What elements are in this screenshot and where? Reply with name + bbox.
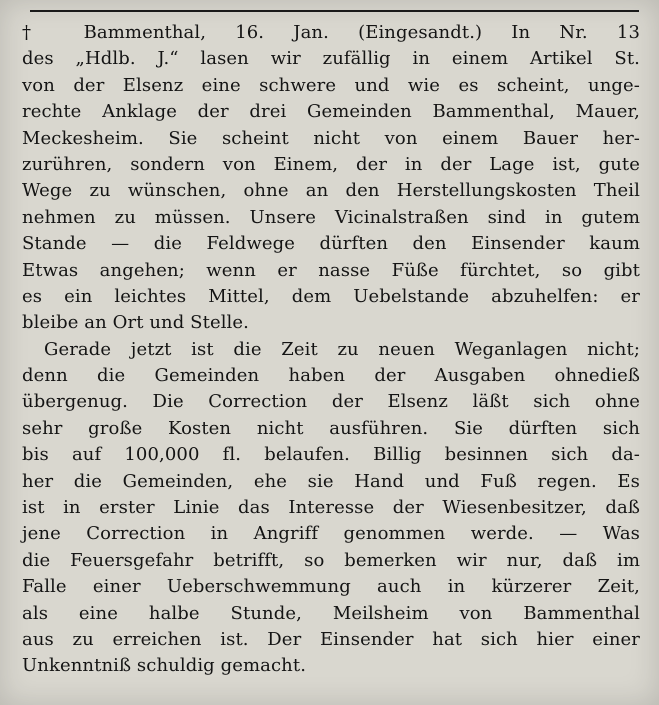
text-line: übergenug. Die Correction der Elsenz läßt sich ohne	[22, 391, 640, 413]
text-line: sehr große Kosten nicht ausführen. Sie dürften sich	[22, 417, 640, 439]
text-line: † Bammenthal, 16. Jan. (Eingesandt.) In Nr. 13	[22, 22, 640, 43]
text-line: rechte Anklage der drei Gemeinden Bammenthal, Mauer,	[22, 101, 640, 123]
text-line: her die Gemeinden, ehe sie Hand und Fuß regen. Es	[22, 470, 640, 492]
text-line: nehmen zu müssen. Unsere Vicinalstraßen sind in gutem	[22, 206, 640, 228]
text-line: Meckesheim. Sie scheint nicht von einem Bauer her-	[22, 127, 640, 149]
text-line: jene Correction in Angriff genommen werde. — Was	[22, 523, 640, 545]
text-line: zurühren, sondern von Einem, der in der Lage ist, gute	[22, 153, 640, 175]
text-line: es ein leichtes Mittel, dem Uebelstande abzuhelfen: er	[22, 285, 640, 307]
text-line: Falle einer Ueberschwemmung auch in kürzerer Zeit,	[22, 576, 640, 598]
text-line: bleibe an Ort und Stelle.	[22, 312, 249, 334]
text-line: denn die Gemeinden haben der Ausgaben ohnedieß	[22, 365, 640, 387]
article-column	[22, 20, 640, 680]
text-line: bis auf 100,000 fl. belaufen. Billig besinnen sich da-	[22, 444, 640, 466]
text-line: Gerade jetzt ist die Zeit zu neuen Weganlagen nicht;	[44, 338, 640, 360]
text-line: des „Hdlb. J.“ lasen wir zufällig in einem Artikel St.	[22, 48, 640, 70]
column-top-rule	[30, 10, 639, 12]
text-line: Etwas angehen; wenn er nasse Füße fürchtet, so gibt	[22, 259, 640, 281]
paragraph-1	[22, 20, 640, 337]
paragraph-2	[22, 337, 640, 680]
text-line: Wege zu wünschen, ohne an den Herstellungskosten Theil	[22, 180, 640, 202]
text-line: die Feuersgefahr betrifft, so bemerken wir nur, daß im	[22, 549, 640, 571]
text-line: Unkenntniß schuldig gemacht.	[22, 655, 307, 677]
text-line: von der Elsenz eine schwere und wie es scheint, unge-	[22, 74, 640, 96]
text-line: aus zu erreichen ist. Der Einsender hat sich hier einer	[22, 628, 640, 650]
text-line: Stande — die Feldwege dürften den Einsender kaum	[22, 233, 640, 255]
text-line: als eine halbe Stunde, Meilsheim von Bammenthal	[22, 602, 640, 624]
text-line: ist in erster Linie das Interesse der Wiesenbesitzer, daß	[22, 497, 640, 519]
